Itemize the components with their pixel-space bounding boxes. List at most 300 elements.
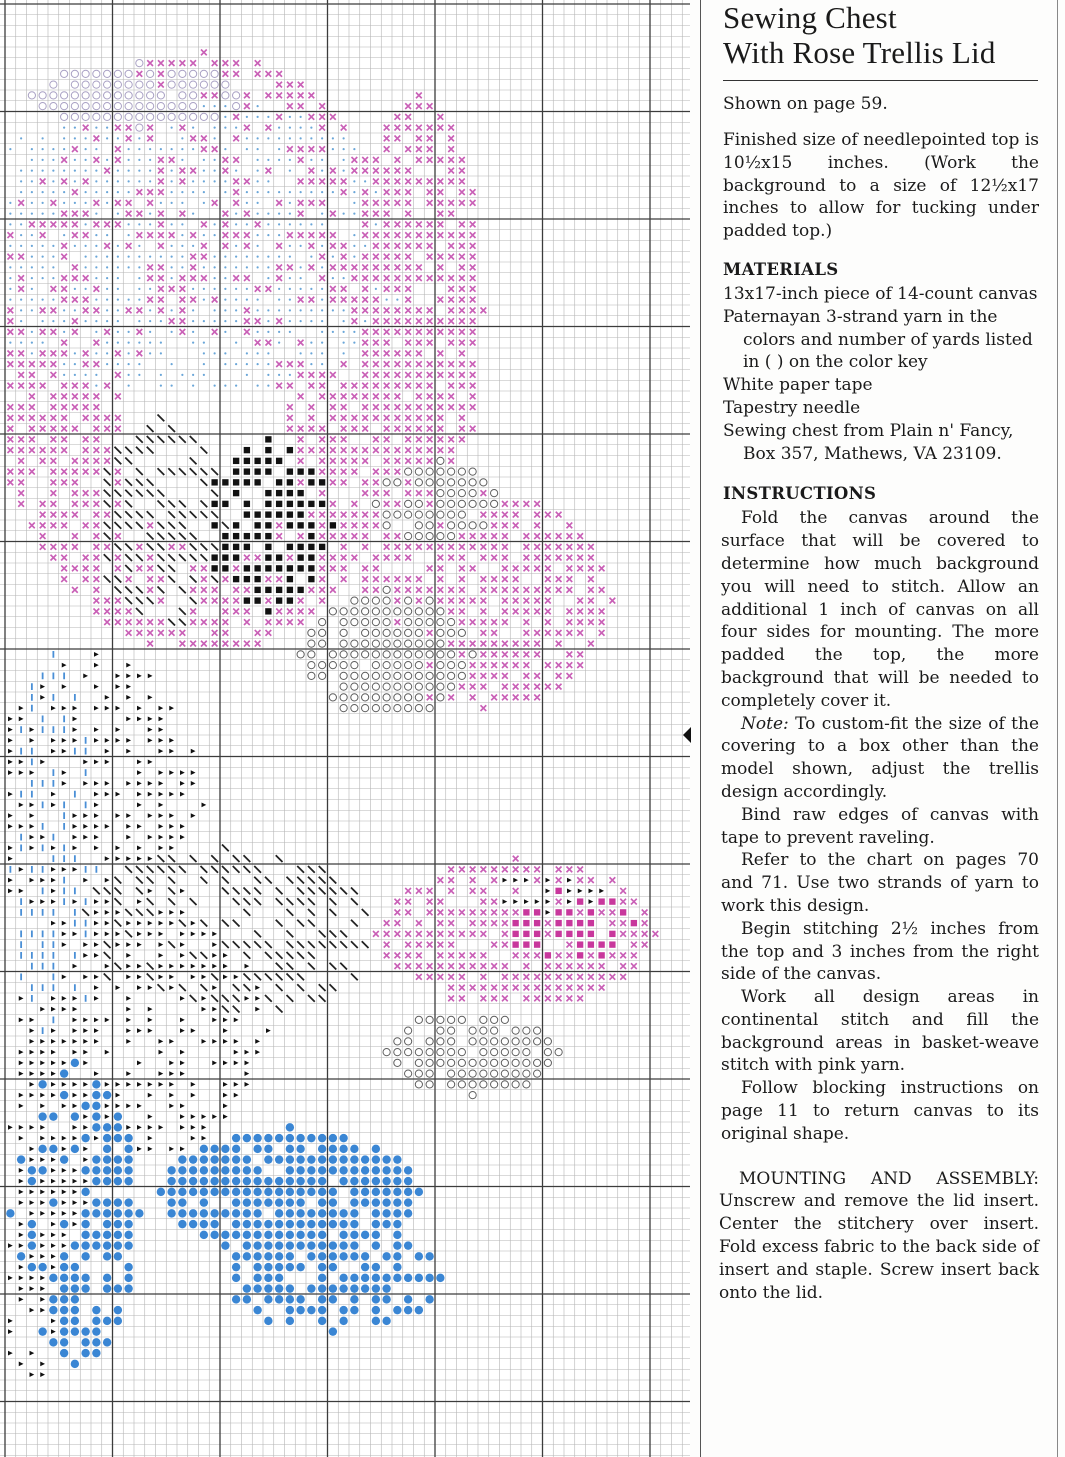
stitch-black-diagonal bbox=[287, 909, 294, 916]
stitch-blue-dot bbox=[253, 1177, 261, 1185]
stitch-black-triangle bbox=[148, 835, 153, 840]
stitch-gray-circle bbox=[534, 1059, 541, 1066]
stitch-gray-circle bbox=[351, 694, 358, 701]
stitch-pink-cross bbox=[395, 189, 401, 195]
stitch-pink-cross bbox=[545, 598, 551, 604]
stitch-pink-cross bbox=[459, 931, 465, 937]
stitch-pink-cross bbox=[126, 136, 132, 142]
stitch-blue-dot bbox=[286, 1317, 294, 1325]
stitch-blue-dot bbox=[114, 1198, 122, 1206]
stitch-pink-cross bbox=[405, 265, 411, 271]
stitch-pink-cross bbox=[72, 318, 78, 324]
stitch-black-triangle bbox=[105, 749, 110, 754]
stitch-light-blue-dot bbox=[63, 148, 65, 150]
stitch-light-blue-dot bbox=[42, 213, 44, 215]
stitch-blue-bar bbox=[42, 823, 44, 830]
stitch-pink-cross bbox=[233, 609, 239, 615]
stitch-pink-cross bbox=[83, 447, 89, 453]
stitch-pink-cross bbox=[588, 641, 594, 647]
stitch-gray-circle bbox=[415, 705, 422, 712]
stitch-blue-dot bbox=[372, 1306, 380, 1314]
stitch-blue-dot bbox=[103, 1134, 111, 1142]
stitch-blue-dot bbox=[372, 1231, 380, 1239]
stitch-blue-bar bbox=[42, 780, 44, 787]
stitch-black-triangle bbox=[105, 856, 110, 861]
stitch-pink-cross bbox=[330, 437, 336, 443]
stitch-light-blue-dot bbox=[31, 277, 33, 279]
stitch-pink-cross bbox=[459, 254, 465, 260]
stitch-pink-cross bbox=[470, 867, 476, 873]
stitch-pink-cross bbox=[104, 609, 110, 615]
stitch-pink-cross bbox=[72, 501, 78, 507]
stitch-blue-dot bbox=[103, 1252, 111, 1260]
stitch-blue-dot bbox=[17, 1155, 25, 1163]
stitch-pink-cross bbox=[416, 232, 422, 238]
stitch-black-diagonal bbox=[222, 920, 229, 927]
stitch-black-diagonal bbox=[147, 533, 154, 540]
stitch-black-square bbox=[265, 587, 271, 593]
stitch-pink-cross bbox=[94, 512, 100, 518]
stitch-blue-dot bbox=[243, 1295, 251, 1303]
stitch-pink-cross bbox=[384, 361, 390, 367]
stitch-pink-cross bbox=[416, 103, 422, 109]
stitch-black-square bbox=[265, 501, 271, 507]
stitch-blue-dot bbox=[71, 1327, 79, 1335]
stitch-pink-cross bbox=[201, 93, 207, 99]
stitch-light-blue-dot bbox=[128, 299, 130, 301]
stitch-pink-cross bbox=[405, 168, 411, 174]
stitch-light-blue-dot bbox=[31, 299, 33, 301]
stitch-gray-circle bbox=[372, 694, 379, 701]
stitch-pink-cross bbox=[416, 329, 422, 335]
stitch-pink-cross bbox=[341, 179, 347, 185]
stitch-black-triangle bbox=[137, 706, 142, 711]
stitch-black-diagonal bbox=[147, 909, 154, 916]
stitch-black-diagonal bbox=[276, 952, 283, 959]
stitch-blue-dot bbox=[275, 1274, 283, 1282]
stitch-lavender-circle bbox=[104, 92, 111, 99]
stitch-pink-cross bbox=[201, 254, 207, 260]
stitch-pink-cross bbox=[298, 93, 304, 99]
stitch-gray-circle bbox=[426, 1038, 433, 1045]
stitch-pink-cross bbox=[556, 662, 562, 668]
stitch-black-diagonal bbox=[158, 544, 165, 551]
stitch-light-blue-dot bbox=[214, 159, 216, 161]
stitch-pink-cross bbox=[8, 415, 14, 421]
stitch-light-blue-dot bbox=[117, 288, 119, 290]
stitch-blue-dot bbox=[339, 1317, 347, 1325]
stitch-blue-bar bbox=[31, 705, 33, 712]
stitch-black-triangle bbox=[126, 835, 131, 840]
stitch-pink-cross bbox=[427, 189, 433, 195]
stitch-light-blue-dot bbox=[20, 342, 22, 344]
stitch-pink-cross bbox=[534, 544, 540, 550]
stitch-light-blue-dot bbox=[63, 234, 65, 236]
stitch-blue-bar bbox=[52, 726, 54, 733]
stitch-light-blue-dot bbox=[300, 266, 302, 268]
stitch-black-triangle bbox=[94, 727, 99, 732]
stitch-pink-cross bbox=[276, 275, 282, 281]
stitch-black-diagonal bbox=[201, 554, 208, 561]
stitch-black-triangle bbox=[62, 663, 67, 668]
stitch-light-blue-dot bbox=[95, 213, 97, 215]
stitch-pink-cross bbox=[158, 619, 164, 625]
stitch-pink-cross bbox=[72, 275, 78, 281]
stitch-pink-cross bbox=[83, 469, 89, 475]
stitch-black-triangle bbox=[169, 975, 174, 980]
stitch-black-diagonal bbox=[287, 941, 294, 948]
stitch-black-triangle bbox=[255, 1050, 260, 1055]
stitch-light-blue-dot bbox=[42, 320, 44, 322]
stitch-pink-cross bbox=[588, 974, 594, 980]
stitch-gray-circle bbox=[362, 619, 369, 626]
stitch-pink-cross bbox=[233, 200, 239, 206]
stitch-black-diagonal bbox=[147, 963, 154, 970]
stitch-blue-dot bbox=[286, 1220, 294, 1228]
stitch-blue-dot bbox=[253, 1134, 261, 1142]
stitch-blue-dot bbox=[253, 1284, 261, 1292]
stitch-black-diagonal bbox=[168, 468, 175, 475]
stitch-pink-cross bbox=[459, 985, 465, 991]
stitch-black-square bbox=[254, 479, 260, 485]
stitch-pink-cross bbox=[137, 308, 143, 314]
stitch-pink-cross bbox=[104, 383, 110, 389]
stitch-lavender-circle bbox=[136, 81, 143, 88]
stitch-gray-circle bbox=[437, 651, 444, 658]
stitch-pink-cross bbox=[438, 910, 444, 916]
stitch-pink-cross bbox=[341, 383, 347, 389]
stitch-pink-cross bbox=[276, 523, 282, 529]
stitch-light-blue-dot bbox=[343, 352, 345, 354]
stitch-black-triangle bbox=[169, 813, 174, 818]
stitch-pink-cross bbox=[588, 609, 594, 615]
stitch-black-diagonal bbox=[319, 941, 326, 948]
stitch-light-blue-dot bbox=[138, 266, 140, 268]
stitch-pink-cross bbox=[513, 662, 519, 668]
stitch-blue-dot bbox=[232, 1155, 240, 1163]
stitch-blue-bar bbox=[52, 931, 54, 938]
stitch-pink-cross bbox=[341, 426, 347, 432]
stitch-black-diagonal bbox=[244, 909, 251, 916]
stitch-light-blue-dot bbox=[214, 309, 216, 311]
stitch-blue-dot bbox=[253, 1188, 261, 1196]
stitch-lavender-circle bbox=[104, 113, 111, 120]
stitch-pink-cross bbox=[470, 641, 476, 647]
stitch-light-blue-dot bbox=[20, 266, 22, 268]
stitch-black-diagonal bbox=[308, 941, 315, 948]
stitch-gray-circle bbox=[469, 479, 476, 486]
stitch-pink-cross bbox=[309, 232, 315, 238]
stitch-pink-cross bbox=[395, 469, 401, 475]
stitch-pink-cross bbox=[330, 179, 336, 185]
stitch-black-diagonal bbox=[136, 447, 143, 454]
stitch-blue-dot bbox=[92, 1102, 100, 1110]
stitch-blue-dot bbox=[372, 1317, 380, 1325]
stitch-pink-cross bbox=[491, 867, 497, 873]
stitch-black-square bbox=[276, 554, 282, 560]
stitch-pink-cross bbox=[244, 641, 250, 647]
stitch-lavender-circle bbox=[211, 70, 218, 77]
stitch-blue-bar bbox=[31, 791, 33, 798]
stitch-pink-cross bbox=[29, 372, 35, 378]
stitch-pink-cross bbox=[244, 179, 250, 185]
stitch-black-diagonal bbox=[168, 565, 175, 572]
stitch-pink-cross bbox=[362, 394, 368, 400]
stitch-pink-cross bbox=[610, 877, 616, 883]
stitch-black-triangle bbox=[19, 1265, 24, 1270]
stitch-light-blue-dot bbox=[214, 288, 216, 290]
stitch-black-triangle bbox=[137, 760, 142, 765]
stitch-black-diagonal bbox=[125, 458, 132, 465]
stitch-pink-cross bbox=[362, 544, 368, 550]
stitch-blue-dot bbox=[114, 1241, 122, 1249]
stitch-pink-cross bbox=[40, 308, 46, 314]
stitch-gray-circle bbox=[405, 640, 412, 647]
stitch-black-diagonal bbox=[93, 888, 100, 895]
stitch-pink-cross bbox=[502, 501, 508, 507]
stitch-blue-dot bbox=[103, 1177, 111, 1185]
stitch-pink-cross bbox=[362, 351, 368, 357]
stitch-blue-dot bbox=[286, 1209, 294, 1217]
stitch-gray-circle bbox=[351, 640, 358, 647]
stitch-black-triangle bbox=[30, 1061, 35, 1066]
stitch-blue-dot bbox=[49, 1198, 57, 1206]
stitch-light-blue-dot bbox=[235, 266, 237, 268]
stitch-black-triangle bbox=[255, 985, 260, 990]
stitch-gray-circle bbox=[469, 490, 476, 497]
stitch-light-blue-dot bbox=[343, 213, 345, 215]
stitch-pink-cross bbox=[491, 619, 497, 625]
stitch-pink-cross bbox=[395, 254, 401, 260]
stitch-pink-cross bbox=[137, 619, 143, 625]
stitch-light-blue-dot bbox=[203, 159, 205, 161]
stitch-gray-circle bbox=[394, 479, 401, 486]
stitch-blue-dot bbox=[243, 1252, 251, 1260]
stitch-pink-cross bbox=[513, 598, 519, 604]
stitch-black-triangle bbox=[159, 1071, 164, 1076]
stitch-pink-cross bbox=[373, 512, 379, 518]
stitch-pink-cross bbox=[416, 415, 422, 421]
stitch-blue-dot bbox=[210, 1188, 218, 1196]
stitch-pink-cross bbox=[502, 566, 508, 572]
stitch-black-triangle bbox=[159, 803, 164, 808]
stitch-pink-cross bbox=[556, 899, 562, 905]
stitch-black-diagonal bbox=[201, 511, 208, 518]
stitch-pink-cross bbox=[524, 598, 530, 604]
stitch-black-diagonal bbox=[308, 952, 315, 959]
stitch-blue-dot bbox=[264, 1134, 272, 1142]
stitch-light-blue-dot bbox=[9, 223, 11, 225]
stitch-blue-dot bbox=[425, 1274, 433, 1282]
stitch-pink-cross bbox=[545, 974, 551, 980]
stitch-blue-dot bbox=[189, 1220, 197, 1228]
stitch-pink-cross bbox=[266, 630, 272, 636]
stitch-pink-cross bbox=[427, 695, 433, 701]
stitch-black-triangle bbox=[148, 1147, 153, 1152]
stitch-pink-cross bbox=[556, 533, 562, 539]
stitch-black-triangle bbox=[126, 975, 131, 980]
stitch-blue-dot bbox=[124, 1220, 132, 1228]
stitch-blue-dot bbox=[339, 1209, 347, 1217]
stitch-pink-cross bbox=[212, 329, 218, 335]
stitch-blue-dot bbox=[307, 1166, 315, 1174]
stitch-blue-dot bbox=[103, 1220, 111, 1228]
stitch-light-blue-dot bbox=[52, 180, 54, 182]
stitch-black-triangle bbox=[126, 1028, 131, 1033]
stitch-blue-dot bbox=[103, 1209, 111, 1217]
stitch-blue-dot bbox=[114, 1155, 122, 1163]
stitch-light-blue-dot bbox=[257, 352, 259, 354]
stitch-pink-cross bbox=[491, 920, 497, 926]
stitch-pink-cross bbox=[223, 619, 229, 625]
stitch-black-square bbox=[211, 554, 217, 560]
stitch-gray-circle bbox=[555, 1049, 562, 1056]
stitch-blue-dot bbox=[264, 1263, 272, 1271]
stitch-pink-cross bbox=[180, 630, 186, 636]
stitch-light-blue-dot bbox=[85, 148, 87, 150]
stitch-lavender-circle bbox=[61, 113, 68, 120]
stitch-black-triangle bbox=[126, 964, 131, 969]
stitch-light-blue-dot bbox=[310, 342, 312, 344]
stitch-light-blue-dot bbox=[117, 137, 119, 139]
stitch-blue-dot bbox=[350, 1145, 358, 1153]
stitch-blue-dot bbox=[296, 1155, 304, 1163]
stitch-pink-cross bbox=[362, 533, 368, 539]
stitch-pink-cross bbox=[502, 587, 508, 593]
stitch-pink-cross bbox=[448, 641, 454, 647]
stitch-light-blue-dot bbox=[117, 331, 119, 333]
stitch-blue-dot bbox=[114, 1317, 122, 1325]
stitch-blue-dot bbox=[382, 1274, 390, 1282]
stitch-pink-cross bbox=[491, 576, 497, 582]
stitch-black-triangle bbox=[83, 674, 88, 679]
stitch-pink-cross bbox=[459, 189, 465, 195]
stitch-black-triangle bbox=[30, 770, 35, 775]
stitch-gray-circle bbox=[372, 500, 379, 507]
stitch-pink-cross bbox=[201, 566, 207, 572]
stitch-pink-cross bbox=[276, 619, 282, 625]
stitch-pink-cross bbox=[588, 985, 594, 991]
stitch-pink-cross bbox=[438, 437, 444, 443]
stitch-black-triangle bbox=[40, 1190, 45, 1195]
stitch-pink-cross bbox=[438, 211, 444, 217]
stitch-pink-cross bbox=[524, 501, 530, 507]
stitch-blue-dot bbox=[81, 1166, 89, 1174]
stitch-black-diagonal bbox=[254, 974, 261, 981]
stitch-pink-cross bbox=[588, 587, 594, 593]
stitch-black-diagonal bbox=[276, 888, 283, 895]
stitch-black-triangle bbox=[116, 1082, 121, 1087]
stitch-pink-cross bbox=[448, 254, 454, 260]
stitch-pink-cross bbox=[61, 297, 67, 303]
stitch-gray-circle bbox=[512, 1027, 519, 1034]
stitch-pink-cross bbox=[545, 920, 551, 926]
stitch-black-triangle bbox=[83, 1200, 88, 1205]
stitch-black-triangle bbox=[126, 717, 131, 722]
stitch-blue-dot bbox=[92, 1327, 100, 1335]
stitch-gray-circle bbox=[340, 662, 347, 669]
instructions-heading: INSTRUCTIONS bbox=[723, 484, 877, 504]
stitch-blue-dot bbox=[103, 1198, 111, 1206]
stitch-black-triangle bbox=[83, 781, 88, 786]
stitch-pink-cross bbox=[459, 576, 465, 582]
stitch-pink-square bbox=[534, 931, 540, 937]
stitch-pink-cross bbox=[448, 179, 454, 185]
stitch-black-triangle bbox=[159, 813, 164, 818]
stitch-light-blue-dot bbox=[52, 256, 54, 258]
stitch-pink-cross bbox=[470, 426, 476, 432]
stitch-pink-cross bbox=[298, 619, 304, 625]
stitch-pink-cross bbox=[298, 179, 304, 185]
stitch-pink-cross bbox=[201, 243, 207, 249]
stitch-pink-square bbox=[523, 941, 529, 947]
stitch-blue-dot bbox=[81, 1188, 89, 1196]
stitch-light-blue-dot bbox=[300, 116, 302, 118]
stitch-blue-dot bbox=[339, 1155, 347, 1163]
stitch-blue-dot bbox=[71, 1274, 79, 1282]
stitch-gray-circle bbox=[448, 1016, 455, 1023]
stitch-light-blue-dot bbox=[138, 159, 140, 161]
stitch-gray-circle bbox=[437, 629, 444, 636]
stitch-pink-cross bbox=[319, 566, 325, 572]
stitch-black-triangle bbox=[116, 738, 121, 743]
stitch-black-triangle bbox=[51, 1050, 56, 1055]
stitch-pink-cross bbox=[61, 179, 67, 185]
stitch-light-blue-dot bbox=[332, 309, 334, 311]
stitch-blue-dot bbox=[382, 1252, 390, 1260]
stitch-gray-circle bbox=[458, 500, 465, 507]
stitch-black-triangle bbox=[94, 921, 99, 926]
stitch-pink-cross bbox=[459, 684, 465, 690]
stitch-pink-cross bbox=[577, 609, 583, 615]
stitch-pink-cross bbox=[416, 437, 422, 443]
stitch-pink-cross bbox=[362, 200, 368, 206]
stitch-gray-circle bbox=[308, 651, 315, 658]
stitch-pink-cross bbox=[502, 641, 508, 647]
stitch-blue-dot bbox=[350, 1177, 358, 1185]
stitch-pink-cross bbox=[502, 652, 508, 658]
stitch-pink-cross bbox=[524, 974, 530, 980]
stitch-black-triangle bbox=[94, 813, 99, 818]
stitch-blue-dot bbox=[361, 1252, 369, 1260]
stitch-pink-cross bbox=[642, 942, 648, 948]
stitch-light-blue-dot bbox=[149, 213, 151, 215]
stitch-black-triangle bbox=[94, 942, 99, 947]
stitch-blue-bar bbox=[52, 769, 54, 776]
stitch-pink-cross bbox=[459, 641, 465, 647]
stitch-gray-circle bbox=[458, 672, 465, 679]
stitch-blue-dot bbox=[60, 1284, 68, 1292]
stitch-pink-cross bbox=[481, 598, 487, 604]
stitch-pink-cross bbox=[83, 179, 89, 185]
stitch-black-triangle bbox=[51, 1319, 56, 1324]
stitch-pink-cross bbox=[384, 942, 390, 948]
stitch-pink-cross bbox=[459, 867, 465, 873]
stitch-gray-circle bbox=[480, 1049, 487, 1056]
stitch-pink-cross bbox=[362, 232, 368, 238]
stitch-black-triangle bbox=[19, 717, 24, 722]
stitch-pink-cross bbox=[395, 963, 401, 969]
stitch-gray-circle bbox=[383, 586, 390, 593]
stitch-pink-cross bbox=[158, 189, 164, 195]
stitch-black-triangle bbox=[40, 1071, 45, 1076]
stitch-pink-cross bbox=[491, 555, 497, 561]
stitch-gray-circle bbox=[458, 468, 465, 475]
stitch-pink-cross bbox=[631, 942, 637, 948]
stitch-black-triangle bbox=[169, 985, 174, 990]
stitch-pink-cross bbox=[309, 447, 315, 453]
stitch-light-blue-dot bbox=[214, 266, 216, 268]
